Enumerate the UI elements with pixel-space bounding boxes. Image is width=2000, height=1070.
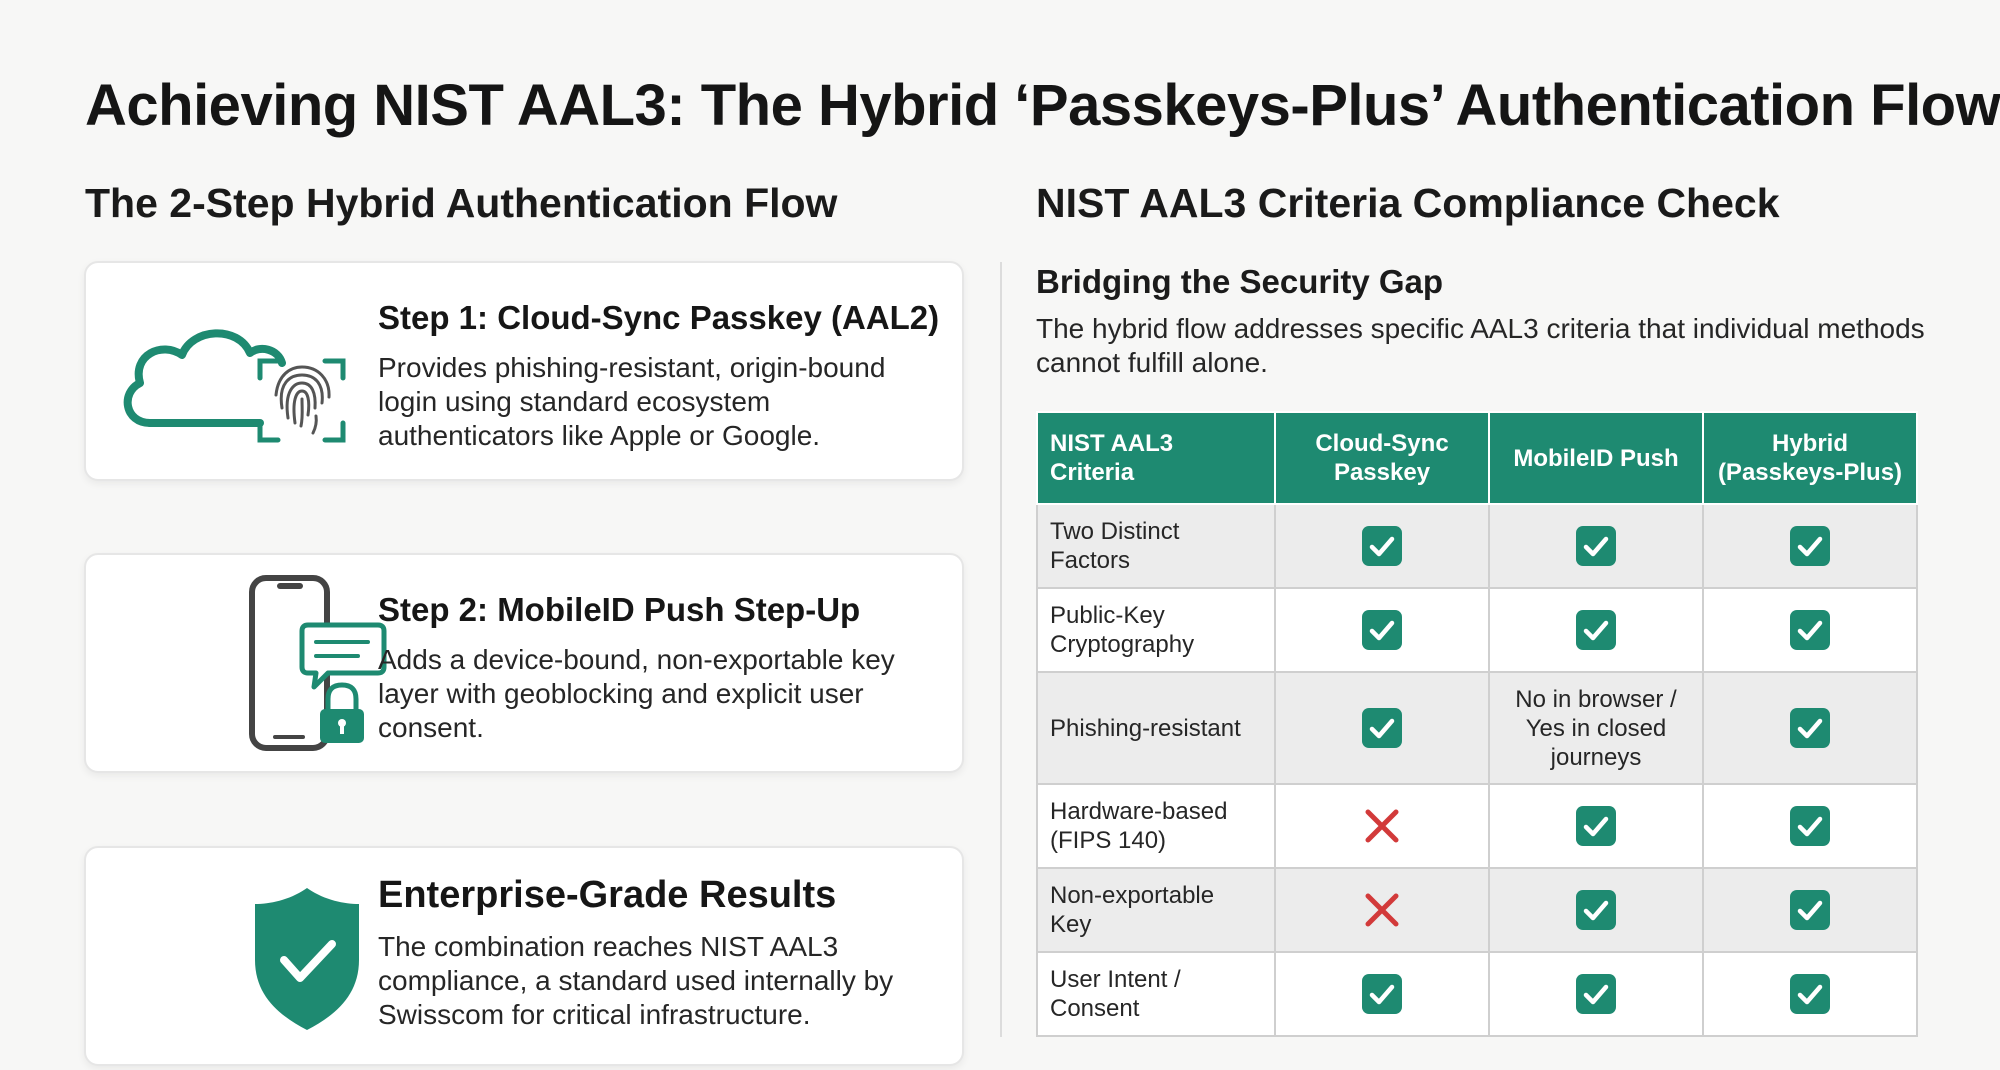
check-icon [1362,708,1402,748]
step1-title: Step 1: Cloud-Sync Passkey (AAL2) [378,299,940,336]
results-card [84,846,964,1066]
check-icon [1576,610,1616,650]
table-row [1037,784,1917,868]
check-icon [1362,974,1402,1014]
criterion-cell: Two Distinct Factors [1037,504,1275,588]
table-row [1037,868,1917,952]
check-cell [1703,784,1917,868]
criterion-cell: Hardware-based (FIPS 140) [1037,784,1275,868]
check-icon [1576,526,1616,566]
results-text: The combination reaches NIST AAL3 compliance, a standard used internally by Swisscom for critical infrastructure. [378,931,894,1030]
column-header: Hybrid (Passkeys-Plus) [1703,412,1917,504]
results-title: Enterprise-Grade Results [378,874,837,916]
text-cell: No in browser / Yes in closed journeys [1489,672,1703,784]
check-icon [1790,974,1830,1014]
criterion-cell: Phishing-resistant [1037,672,1275,784]
step1-card [84,261,964,481]
check-cell [1703,504,1917,588]
cross-cell [1275,868,1489,952]
column-header: NIST AAL3 Criteria [1037,412,1275,504]
check-icon [1790,708,1830,748]
step2-title: Step 2: MobileID Push Step-Up [378,591,861,628]
shield-check-icon [110,868,410,1048]
check-cell [1703,672,1917,784]
check-icon [1790,890,1830,930]
check-cell [1489,504,1703,588]
page-title: Achieving NIST AAL3: The Hybrid ‘Passkeys-Plus’ Authentication Flow [85,73,2000,138]
check-cell [1703,868,1917,952]
step1-text: Provides phishing-resistant, origin-bound login using standard ecosystem authenticators like Apple or Google. [378,352,886,451]
compliance-table [1036,411,1918,1037]
cross-cell [1275,784,1489,868]
step2-text: Adds a device-bound, non-exportable key layer with geoblocking and explicit user consent. [378,644,895,743]
column-divider [1000,262,1002,1037]
check-cell [1275,952,1489,1036]
table-row [1037,504,1917,588]
table-row [1037,672,1917,784]
check-cell [1489,784,1703,868]
check-cell [1489,588,1703,672]
cross-icon [1360,888,1404,932]
compliance-heading: NIST AAL3 Criteria Compliance Check [1036,180,1780,226]
table-header-row [1037,412,1917,504]
check-icon [1790,526,1830,566]
check-cell [1703,952,1917,1036]
check-cell [1489,952,1703,1036]
column-header: MobileID Push [1489,412,1703,504]
check-icon [1362,526,1402,566]
check-cell [1489,868,1703,952]
check-icon [1790,806,1830,846]
check-cell [1275,672,1489,784]
cross-icon [1360,804,1404,848]
flow-heading: The 2-Step Hybrid Authentication Flow [85,180,838,226]
check-icon [1790,610,1830,650]
bridge-subheading: Bridging the Security Gap [1036,263,1444,300]
step2-card [84,553,964,773]
check-icon [1576,890,1616,930]
check-cell [1703,588,1917,672]
check-icon [1576,806,1616,846]
check-cell [1275,588,1489,672]
criterion-cell: Public-Key Cryptography [1037,588,1275,672]
table-row [1037,952,1917,1036]
column-header: Cloud-Sync Passkey [1275,412,1489,504]
check-cell [1275,504,1489,588]
check-icon [1362,610,1402,650]
bridge-description: The hybrid flow addresses specific AAL3 criteria that individual methods cannot fulfill alone. [1036,313,1925,378]
criterion-cell: Non-exportable Key [1037,868,1275,952]
cloud-fingerprint-icon [110,283,410,463]
check-icon [1576,974,1616,1014]
criterion-cell: User Intent / Consent [1037,952,1275,1036]
phone-lock-icon [110,575,410,755]
table-row [1037,588,1917,672]
